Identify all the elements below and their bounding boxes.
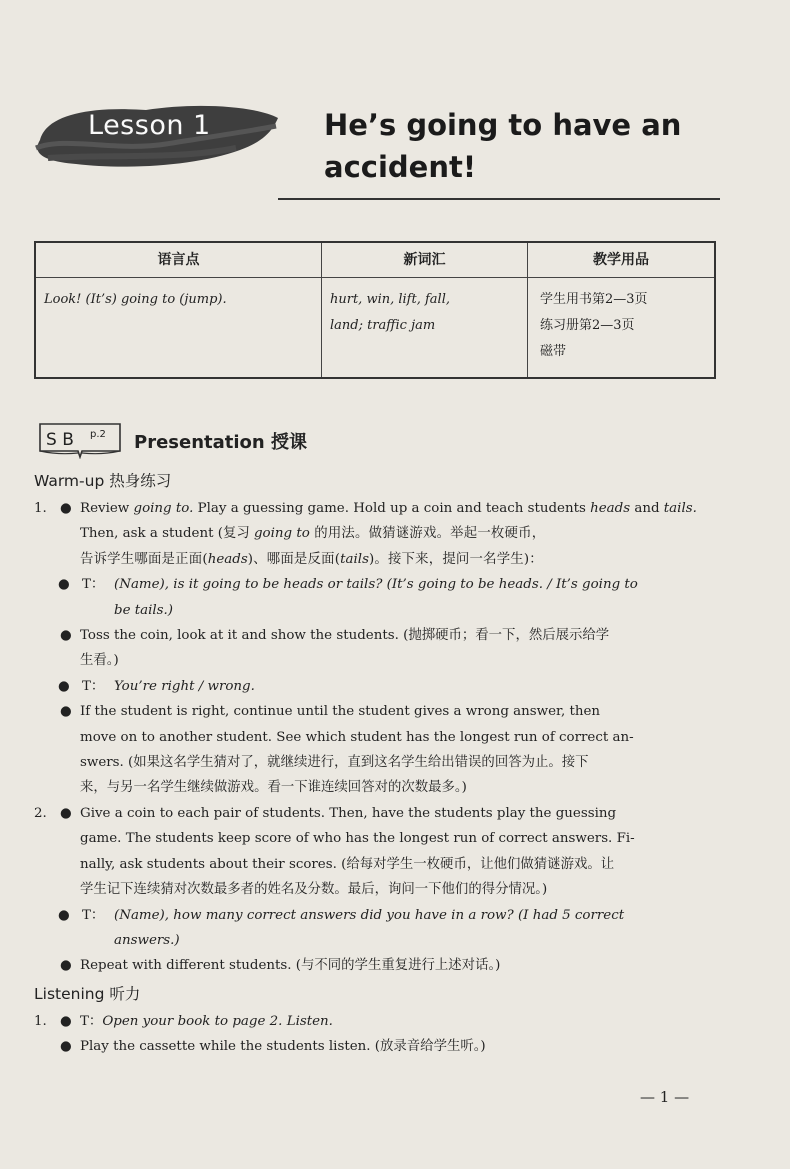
material-item: 学生用书第2—3页 [540, 292, 648, 307]
list-item: ● Play the cassette while the students listen. (放录音给学生听。) [34, 1034, 718, 1059]
list-item: ● T： You’re right / wrong. [34, 674, 718, 699]
bullet-icon: ● [60, 501, 72, 516]
material-item: 磁带 [540, 344, 567, 359]
item-number: 2. [34, 805, 47, 821]
warmup-heading: Warm-up 热身练习 [34, 472, 172, 490]
table-column-vocabulary [322, 243, 528, 377]
list-item: 2. ● Give a coin to each pair of students. Then, have the students play the guessing game. The students keep score of who has the longest run of correct answers. Fi- nally, ask students about their scores. (给每对学生一枚硬币，让他们做猜谜游戏。让 学生记下连续猜对次数最多者的姓名及分数。最后，询问一下他们的得分情况。) [34, 801, 718, 903]
bullet-icon: ● [60, 958, 72, 974]
bullet-icon: ● [58, 678, 70, 694]
list-item: 1. ● Review going to. Play a guessing game. Hold up a coin and teach students heads and tails. Then, ask a student (复习 going to 的用法。做猜谜游戏。举起一枚硬币， 告诉学生哪面是正面(heads)、哪面是反面(tails)。接下来，提问一名学生)： [34, 496, 718, 572]
section-title: Presentation 授课 [134, 432, 307, 453]
list-item: ● T： (Name), how many correct answers did you have in a row? (I had 5 correct answers.) [34, 903, 718, 954]
lesson-body [34, 466, 718, 1060]
table-cell [322, 278, 527, 348]
title-line-2: accident! [324, 150, 477, 184]
table-column-language-point [36, 243, 322, 377]
table-header: 新词汇 [322, 243, 527, 278]
bullet-icon: ● [60, 628, 72, 644]
table-cell [528, 278, 714, 374]
title-line-1: He’s going to have an [324, 108, 682, 142]
bullet-icon: ● [58, 577, 70, 593]
list-item: 1. ● T：Open your book to page 2. Listen. [34, 1009, 718, 1034]
lesson-overview-table [34, 241, 716, 379]
listening-heading: Listening 听力 [34, 984, 141, 1003]
vocab-line: hurt, win, lift, fall, [330, 292, 450, 307]
table-header: 教学用品 [528, 243, 714, 278]
bullet-icon: ● [60, 1013, 72, 1029]
bullet-icon: ● [58, 907, 70, 923]
lesson-badge [26, 96, 282, 176]
sb-page-ref: p.2 [90, 429, 106, 440]
teacher-prefix: T： [82, 577, 105, 593]
material-item: 练习册第2—3页 [540, 318, 635, 333]
title-underline [278, 198, 720, 200]
student-book-badge [38, 421, 122, 459]
vocab-line: land; traffic jam [330, 318, 436, 333]
teacher-prefix: T： [82, 907, 105, 923]
bullet-icon: ● [60, 704, 72, 720]
table-column-materials [528, 243, 714, 377]
table-header: 语言点 [36, 243, 321, 278]
teacher-prefix: T： [82, 678, 105, 694]
book-icon [38, 421, 122, 459]
teacher-prefix: T： [80, 1013, 103, 1029]
lesson-label: Lesson 1 [88, 110, 211, 141]
lesson-title [324, 104, 744, 188]
page-number: — 1 — [640, 1088, 690, 1106]
item-number: 1. [34, 501, 47, 516]
sb-label: S B [46, 430, 74, 450]
list-item: ● Toss the coin, look at it and show the students. (抛掷硬币；看一下，然后展示给学 生看。) [34, 623, 718, 674]
bullet-icon: ● [60, 805, 72, 821]
list-item: ● T： (Name), is it going to be heads or tails? (It’s going to be heads. / It’s going to be tails.) [34, 572, 718, 623]
bullet-icon: ● [60, 1039, 72, 1055]
item-number: 1. [34, 1013, 47, 1029]
list-item: ● If the student is right, continue until the student gives a wrong answer, then move on to another student. See which student has the longest run of correct an- swers. (如果这名学生猜对了，就继续进行，直到这名学生给出错误的回答为止。接下 来，与另一名学生继续做游戏。看一下谁连续回答对的次数最多。) [34, 699, 718, 801]
list-item: ● Repeat with different students. (与不同的学生重复进行上述对话。) [34, 953, 718, 978]
table-cell: Look! (It’s) going to (jump). [44, 292, 227, 307]
